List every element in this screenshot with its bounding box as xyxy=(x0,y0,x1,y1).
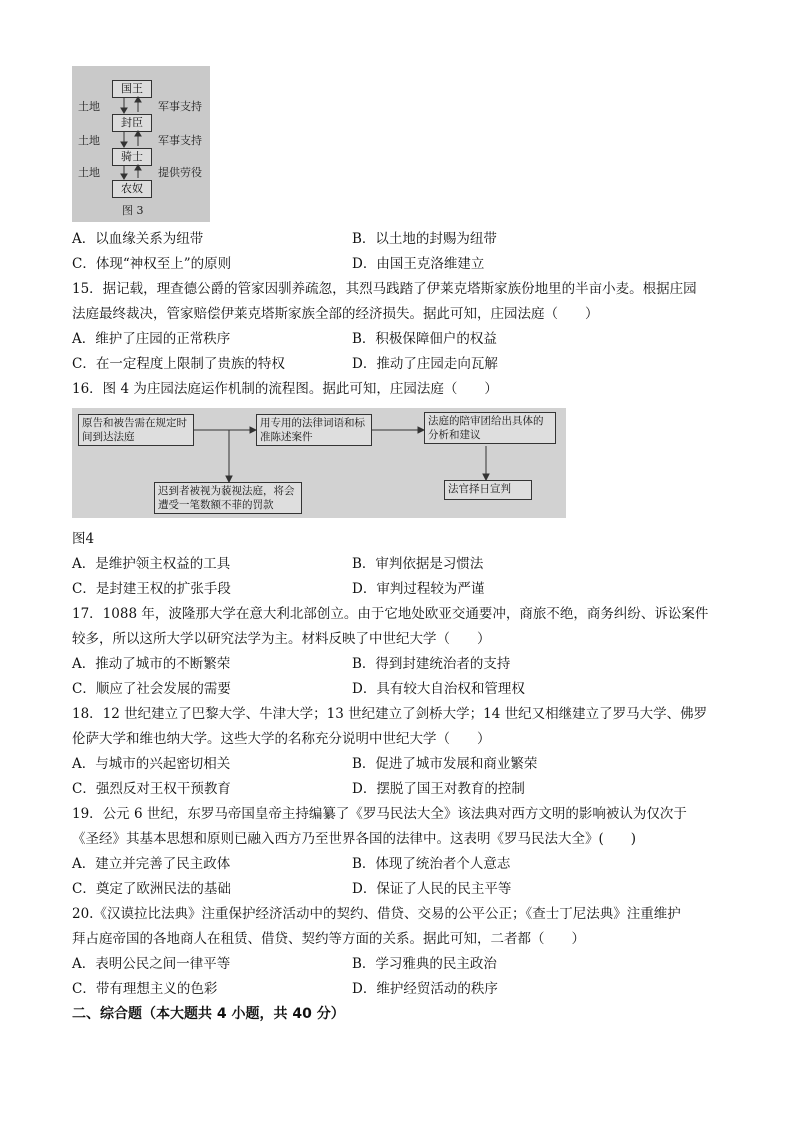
flow-box-state-case: 用专用的法律词语和标准陈述案件 xyxy=(256,414,372,446)
hierarchy-box-king: 国王 xyxy=(112,80,152,98)
flow-box-arrive: 原告和被告需在规定时间到达法庭 xyxy=(78,414,194,446)
label-land-2: 土地 xyxy=(78,134,100,147)
label-labor: 提供劳役 xyxy=(158,166,202,179)
q16-option-c: C．是封建王权的扩张手段 xyxy=(72,581,231,597)
q19-option-c: C．奠定了欧洲民法的基础 xyxy=(72,881,231,897)
figure-4 xyxy=(72,408,566,518)
label-land-3: 土地 xyxy=(78,166,100,179)
q20-option-b: B．学习雅典的民主政治 xyxy=(352,956,497,972)
q17-option-d: D．具有较大自治权和管理权 xyxy=(352,681,525,697)
q15-stem-line2: 法庭最终裁决，管家赔偿伊莱克塔斯家族全部的经济损失。据此可知，庄园法庭（ ） xyxy=(72,306,599,322)
q19-option-a: A．建立并完善了民主政体 xyxy=(72,856,231,872)
q20-option-c: C．带有理想主义的色彩 xyxy=(72,981,218,997)
q14-option-a: A．以血缘关系为纽带 xyxy=(72,231,204,247)
q20-stem-line2: 拜占庭帝国的各地商人在租赁、借贷、契约等方面的关系。据此可知，二者都（ ） xyxy=(72,931,585,947)
q16-option-a: A．是维护领主权益的工具 xyxy=(72,556,231,572)
q14-option-b: B．以土地的封赐为纽带 xyxy=(352,231,497,247)
q19-option-d: D．保证了人民的民主平等 xyxy=(352,881,512,897)
q17-option-b: B．得到封建统治者的支持 xyxy=(352,656,511,672)
hierarchy-box-serf: 农奴 xyxy=(112,180,152,198)
q14-option-d: D．由国王克洛维建立 xyxy=(352,256,485,272)
q19-stem-line1: 19．公元 6 世纪，东罗马帝国皇帝主持编纂了《罗马民法大全》该法典对西方文明的影响被认为仅次于 xyxy=(72,806,687,822)
q15-option-b: B．积极保障佃户的权益 xyxy=(352,331,497,347)
q14-option-c: C．体现“神权至上”的原则 xyxy=(72,256,232,272)
q16-option-d: D．审判过程较为严谨 xyxy=(352,581,485,597)
figure-3 xyxy=(72,66,210,222)
flow-box-jury: 法庭的陪审团给出具体的分析和建议 xyxy=(424,412,556,444)
q20-option-d: D．维护经贸活动的秩序 xyxy=(352,981,498,997)
flow-box-late-penalty: 迟到者被视为藐视法庭，将会遭受一笔数额不菲的罚款 xyxy=(154,482,302,514)
q20-option-a: A．表明公民之间一律平等 xyxy=(72,956,231,972)
label-military-1: 军事支持 xyxy=(158,100,202,113)
q15-option-d: D．推动了庄园走向瓦解 xyxy=(352,356,498,372)
q18-option-c: C．强烈反对王权干预教育 xyxy=(72,781,231,797)
q19-stem-line2: 《圣经》其基本思想和原则已融入西方乃至世界各国的法律中。这表明《罗马民法大全》( ) xyxy=(72,831,637,847)
figure-3-caption: 图 3 xyxy=(122,204,144,217)
q17-option-a: A．推动了城市的不断繁荣 xyxy=(72,656,231,672)
flow-arrows xyxy=(72,408,566,518)
label-land-1: 土地 xyxy=(78,100,100,113)
q18-option-d: D．摆脱了国王对教育的控制 xyxy=(352,781,525,797)
q18-option-a: A．与城市的兴起密切相关 xyxy=(72,756,231,772)
q18-option-b: B．促进了城市发展和商业繁荣 xyxy=(352,756,538,772)
section-2-heading: 二、综合题（本大题共 4 小题，共 40 分） xyxy=(72,1006,345,1022)
q17-stem-line2: 较多，所以这所大学以研究法学为主。材料反映了中世纪大学（ ） xyxy=(72,631,491,647)
hierarchy-box-vassal: 封臣 xyxy=(112,114,152,132)
q19-option-b: B．体现了统治者个人意志 xyxy=(352,856,511,872)
hierarchy-box-knight: 骑士 xyxy=(112,148,152,166)
q15-option-a: A．维护了庄园的正常秩序 xyxy=(72,331,231,347)
q17-option-c: C．顺应了社会发展的需要 xyxy=(72,681,231,697)
q16-option-b: B．审判依据是习惯法 xyxy=(352,556,484,572)
flow-box-verdict: 法官择日宣判 xyxy=(444,480,532,500)
q20-stem-line1: 20.《汉谟拉比法典》注重保护经济活动中的契约、借贷、交易的公平公正；《查士丁尼法典》注重维护 xyxy=(72,906,681,922)
q16-stem: 16．图 4 为庄园法庭运作机制的流程图。据此可知，庄园法庭（ ） xyxy=(72,381,498,397)
q15-option-c: C．在一定程度上限制了贵族的特权 xyxy=(72,356,285,372)
q18-stem-line1: 18．12 世纪建立了巴黎大学、牛津大学；13 世纪建立了剑桥大学；14 世纪又相继建立了罗马大学、佛罗 xyxy=(72,706,708,722)
q18-stem-line2: 伦萨大学和维也纳大学。这些大学的名称充分说明中世纪大学（ ） xyxy=(72,731,491,747)
q15-stem-line1: 15．据记载，理查德公爵的管家因驯养疏忽，其烈马践踏了伊莱克塔斯家族份地里的半亩小麦。根据庄园 xyxy=(72,281,697,297)
label-military-2: 军事支持 xyxy=(158,134,202,147)
q17-stem-line1: 17．1088 年，波隆那大学在意大利北部创立。由于它地处欧亚交通要冲，商旅不绝，商务纠纷、诉讼案件 xyxy=(72,606,709,622)
figure-4-caption: 图4 xyxy=(72,531,95,547)
